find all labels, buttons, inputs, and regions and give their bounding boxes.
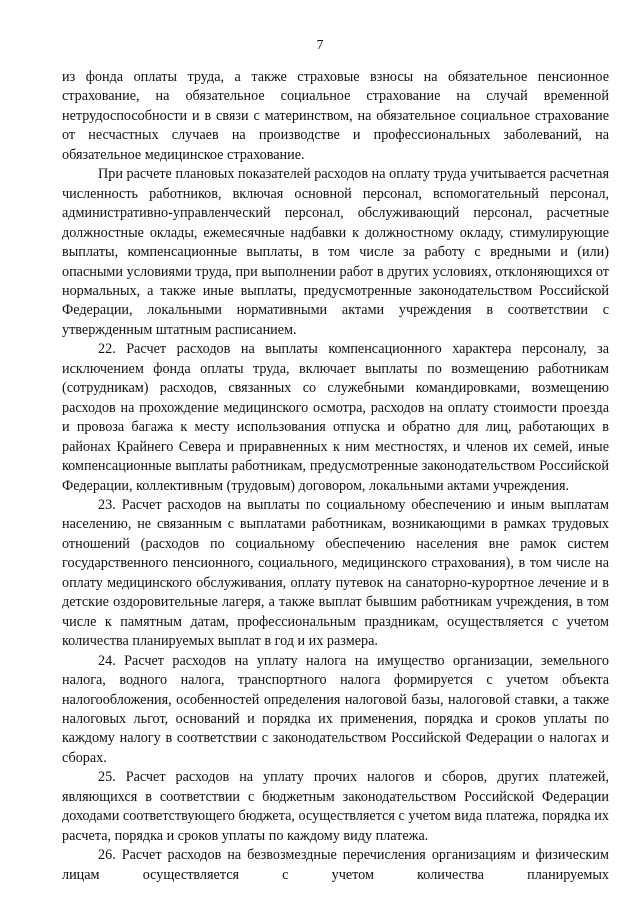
paragraph-payroll-calculation: При расчете плановых показателей расходов на оплату труда учитывается расчетная численность работников, включая основной персонал, вспомогательный персонал, административно-управленческий персонал, обслуживающий персонал, расчетные должностные оклады, ежемесячные надбавки к должностному окладу, стимулирующие выплаты, компенсационные выплаты, в том числе за работу с вредными и (или) опасными условиями труда, при выполнении работ в других условиях, отклоняющихся от нормальных, а также иные выплаты, предусмотренные законодательством Российской Федерации, локальными нормативными актами учреждения в соответствии с утвержденным штатным расписанием.	[62, 166, 609, 338]
page-number: 7	[316, 38, 324, 53]
paragraph-item-24: 24. Расчет расходов на уплату налога на имущество организации, земельного налога, водного налога, транспортного налога формируется с учетом объекта налогообложения, особенностей определения налоговой базы, налоговой ставки, а также налоговых льгот, оснований и порядка их применения, порядка и сроков уплаты по каждому налогу в соответствии с законодательством Российской Федерации о налогах и сборах.	[62, 652, 609, 766]
paragraph-item-26: 26. Расчет расходов на безвозмездные перечисления организациям и физическим лицам осуществляется с учетом количества планируемых	[62, 847, 609, 883]
paragraph-continuation: из фонда оплаты труда, а также страховые взносы на обязательное пенсионное страхование, на обязательное социальное страхование на случай временной нетрудоспособности и в связи с материнством, на обязательное социальное страхование от несчастных случаев на производстве и профессиональных заболеваний, на обязательное медицинское страхование.	[62, 69, 609, 163]
document-body	[62, 68, 609, 885]
paragraph-item-25: 25. Расчет расходов на уплату прочих налогов и сборов, других платежей, являющихся в соответствии с бюджетным законодательством Российской Федерации доходами соответствующего бюджета, осуществляется с учетом вида платежа, порядка их расчета, порядка и сроков уплаты по каждому виду платежа.	[62, 769, 609, 844]
paragraph-item-23: 23. Расчет расходов на выплаты по социальному обеспечению и иным выплатам населению, не связанным с выплатами работникам, возникающими в рамках трудовых отношений (расходов по социальному обеспечению населения вне рамок систем государственного пенсионного, социального, медицинского страхования), в том числе на оплату медицинского обслуживания, оплату путевок на санаторно-курортное лечение и в детские оздоровительные лагеря, а также выплат бывшим работникам учреждения, в том числе к памятным датам, профессиональным праздникам, осуществляется с учетом количества планируемых выплат в год и их размера.	[62, 496, 609, 650]
paragraph-item-22: 22. Расчет расходов на выплаты компенсационного характера персоналу, за исключением фонда оплаты труда, включает выплаты по возмещению работникам (сотрудникам) расходов, связанных со служебными командировками, возмещению расходов на прохождение медицинского осмотра, расходов на оплату стоимости проезда и провоза багажа к месту использования отпуска и обратно для лиц, работающих в районах Крайнего Севера и приравненных к ним местностях, и членов их семей, иные компенсационные выплаты работникам, предусмотренные законодательством Российской Федерации, коллективным (трудовым) договором, локальными актами учреждения.	[62, 341, 609, 494]
